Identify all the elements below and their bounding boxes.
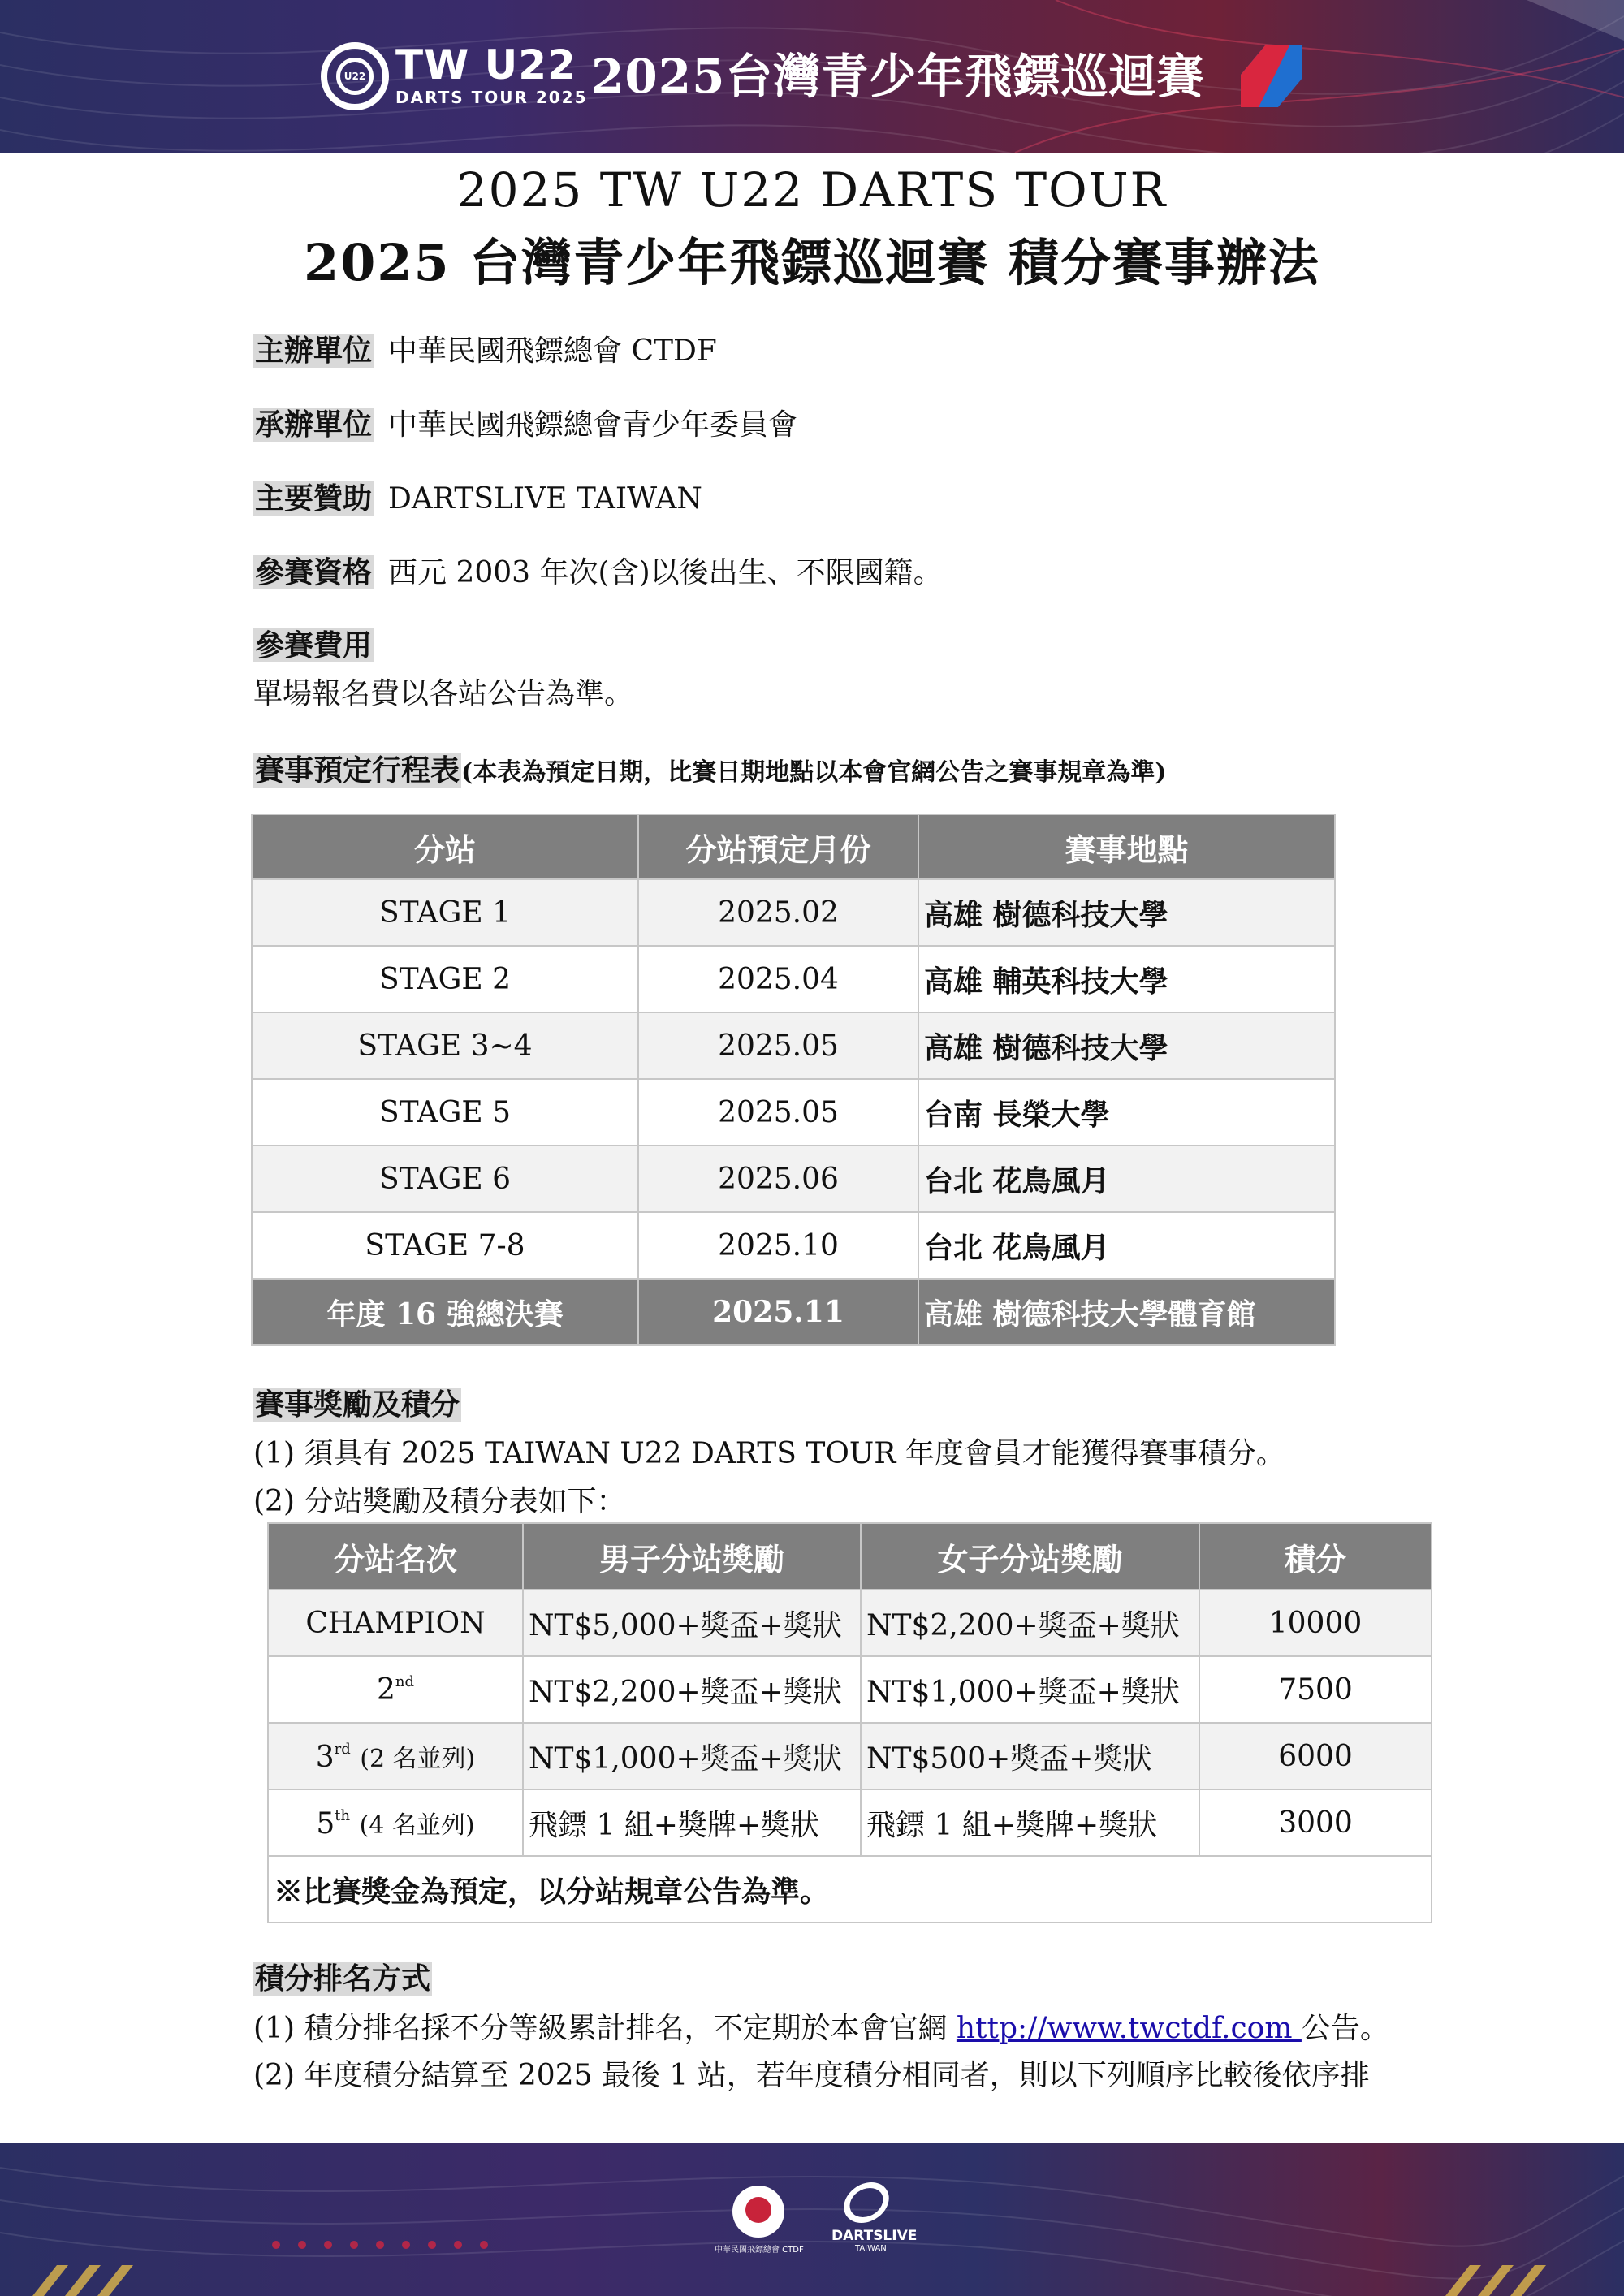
co-organizer-value: 中華民國飛鏢總會青少年委員會 <box>388 408 798 442</box>
rank-cell <box>268 1656 523 1723</box>
men-prize-cell: NT$5,000+獎盃+獎狀 <box>523 1590 861 1656</box>
table-row <box>252 1212 1335 1279</box>
rank-suffix: nd <box>395 1672 415 1690</box>
footer-pattern <box>0 2143 1624 2296</box>
prize-note-row <box>268 1856 1432 1923</box>
rank-cell <box>268 1723 523 1789</box>
rewards-line-1: (1) 須具有 2025 TAIWAN U22 DARTS TOUR 年度會員才能獲得賽事積分。 <box>253 1437 1285 1470</box>
fee-label: 參賽費用 <box>255 628 373 662</box>
location-cell: 高雄 樹德科技大學體育館 <box>918 1279 1335 1345</box>
stage-cell: STAGE 7-8 <box>252 1212 638 1279</box>
month-cell: 2025.04 <box>638 946 918 1012</box>
logo-title: TW U22 <box>395 41 577 88</box>
stage-cell: STAGE 3~4 <box>252 1012 638 1079</box>
organizer-label: 主辦單位 <box>255 334 373 368</box>
ranking-heading <box>253 1959 447 1999</box>
women-prize-cell: NT$1,000+獎盃+獎狀 <box>861 1656 1199 1723</box>
stage-cell: STAGE 5 <box>252 1079 638 1146</box>
points-cell: 7500 <box>1199 1656 1432 1723</box>
rank-text: 3 <box>315 1741 335 1774</box>
location-cell: 台南 長榮大學 <box>918 1079 1335 1146</box>
prize-note: ※比賽獎金為預定，以分站規章公告為準。 <box>268 1856 1432 1923</box>
table-row <box>268 1789 1432 1856</box>
sponsor-value: DARTSLIVE TAIWAN <box>388 482 702 516</box>
schedule-col-stage: 分站 <box>252 814 638 879</box>
table-row <box>252 1012 1335 1079</box>
tw-u22-logo-icon <box>321 42 389 110</box>
logo-subtitle: DARTS TOUR 2025 <box>395 88 588 107</box>
schedule-col-month: 分站預定月份 <box>638 814 918 879</box>
ranking-line-1-end: 公告。 <box>1301 2012 1389 2045</box>
rank-cell <box>268 1590 523 1656</box>
stage-cell: STAGE 1 <box>252 879 638 946</box>
points-cell: 6000 <box>1199 1723 1432 1789</box>
month-cell: 2025.02 <box>638 879 918 946</box>
co-organizer-row <box>253 405 797 445</box>
table-row <box>252 879 1335 946</box>
organizer-value: 中華民國飛鏢總會 CTDF <box>388 334 717 368</box>
footer-banner <box>0 2143 1624 2296</box>
rank-text: 2 <box>376 1672 395 1707</box>
eligibility-row <box>253 553 943 593</box>
women-prize-cell: NT$2,200+獎盃+獎狀 <box>861 1590 1199 1656</box>
month-cell: 2025.05 <box>638 1012 918 1079</box>
location-cell: 台北 花鳥風月 <box>918 1212 1335 1279</box>
ctdf-logo-icon <box>732 2186 784 2238</box>
table-row <box>268 1590 1432 1656</box>
men-prize-cell: NT$2,200+獎盃+獎狀 <box>523 1656 861 1723</box>
rank-tie-note: (4 名並列) <box>359 1811 475 1840</box>
month-cell: 2025.11 <box>638 1279 918 1345</box>
points-cell: 3000 <box>1199 1789 1432 1856</box>
men-prize-cell: 飛鏢 1 組+獎牌+獎狀 <box>523 1789 861 1856</box>
banner-title: 2025台灣青少年飛鏢巡迴賽 <box>591 49 1205 104</box>
location-cell: 高雄 樹德科技大學 <box>918 879 1335 946</box>
rewards-heading <box>253 1385 476 1425</box>
flag-emblem-icon <box>1241 45 1302 107</box>
sponsor-label: 主要贊助 <box>255 481 373 516</box>
rank-text: 5 <box>316 1807 335 1841</box>
header-banner <box>0 0 1624 153</box>
table-row <box>268 1723 1432 1789</box>
rank-cell <box>268 1789 523 1856</box>
fee-text: 單場報名費以各站公告為準。 <box>253 677 634 710</box>
month-cell: 2025.10 <box>638 1212 918 1279</box>
month-cell: 2025.05 <box>638 1079 918 1146</box>
ctdf-website-link[interactable]: http://www.twctdf.com <box>956 2012 1302 2045</box>
rank-tie-note: (2 名並列) <box>360 1745 476 1773</box>
prize-col-men: 男子分站獎勵 <box>523 1523 861 1590</box>
prize-col-points: 積分 <box>1199 1523 1432 1590</box>
stage-cell: 年度 16 強總決賽 <box>252 1279 638 1345</box>
co-organizer-label: 承辦單位 <box>255 408 373 442</box>
women-prize-cell: 飛鏢 1 組+獎牌+獎狀 <box>861 1789 1199 1856</box>
location-cell: 高雄 輔英科技大學 <box>918 946 1335 1012</box>
prize-col-women: 女子分站獎勵 <box>861 1523 1199 1590</box>
sponsor-row <box>253 479 702 519</box>
table-row <box>252 946 1335 1012</box>
table-row <box>252 1079 1335 1146</box>
dartslive-logo-region: TAIWAN <box>855 2244 887 2253</box>
fee-heading <box>253 626 388 666</box>
prize-table <box>267 1522 1432 1923</box>
schedule-col-location: 賽事地點 <box>918 814 1335 879</box>
logo-badge-label: U22 <box>336 58 374 95</box>
rank-text: CHAMPION <box>305 1606 486 1640</box>
ranking-line-1-text: (1) 積分排名採不分等級累計排名，不定期於本會官網 <box>253 2012 957 2045</box>
table-row <box>268 1656 1432 1723</box>
finals-row <box>252 1279 1335 1345</box>
rank-suffix: th <box>335 1807 351 1824</box>
location-cell: 高雄 樹德科技大學 <box>918 1012 1335 1079</box>
rewards-label: 賽事獎勵及積分 <box>255 1388 460 1422</box>
eligibility-value: 西元 2003 年次(含)以後出生、不限國籍。 <box>388 556 943 589</box>
page-title-chinese: 2025 台灣青少年飛鏢巡迴賽 積分賽事辦法 <box>304 233 1320 292</box>
page-title-english: 2025 TW U22 DARTS TOUR <box>456 162 1168 218</box>
schedule-header-row <box>252 814 1335 879</box>
schedule-table <box>251 814 1336 1346</box>
stage-cell: STAGE 6 <box>252 1146 638 1212</box>
ctdf-logo-caption: 中華民國飛鏢總會 CTDF <box>715 2246 804 2255</box>
prize-header-row <box>268 1523 1432 1590</box>
ranking-line-2: (2) 年度積分結算至 2025 最後 1 站，若年度積分相同者，則以下列順序比較後依序排 <box>253 2059 1370 2092</box>
table-row <box>252 1146 1335 1212</box>
schedule-label: 賽事預定行程表 <box>255 753 460 788</box>
ranking-line-1 <box>253 2009 1389 2048</box>
eligibility-label: 參賽資格 <box>255 555 373 589</box>
month-cell: 2025.06 <box>638 1146 918 1212</box>
schedule-note: (本表為預定日期，比賽日期地點以本會官網公告之賽事規章為準) <box>461 758 1167 787</box>
men-prize-cell: NT$1,000+獎盃+獎狀 <box>523 1723 861 1789</box>
prize-col-rank: 分站名次 <box>268 1523 523 1590</box>
organizer-row <box>253 331 717 371</box>
rank-suffix: rd <box>334 1741 351 1758</box>
ranking-label: 積分排名方式 <box>255 1962 431 1996</box>
rewards-line-2: (2) 分站獎勵及積分表如下： <box>253 1485 626 1518</box>
points-cell: 10000 <box>1199 1590 1432 1656</box>
women-prize-cell: NT$500+獎盃+獎狀 <box>861 1723 1199 1789</box>
stage-cell: STAGE 2 <box>252 946 638 1012</box>
dartslive-logo-name: DARTSLIVE <box>831 2228 918 2244</box>
location-cell: 台北 花鳥風月 <box>918 1146 1335 1212</box>
schedule-heading <box>253 751 1166 792</box>
